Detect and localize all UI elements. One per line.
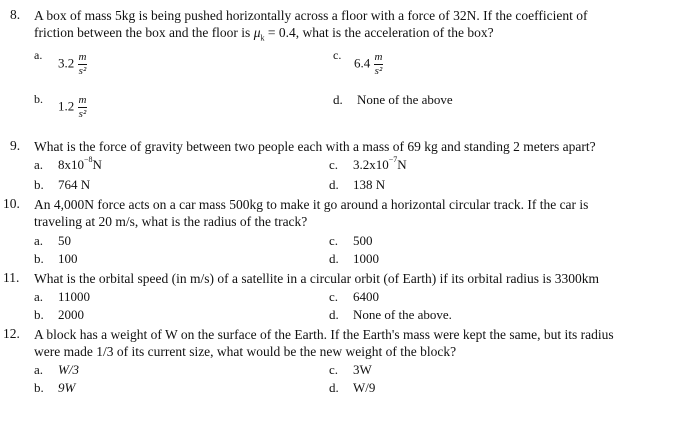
option-c-label: c. (329, 157, 339, 172)
option-a-label: a. (34, 289, 44, 304)
stem-line-2a: friction between the box and the floor is (34, 25, 254, 40)
option-a-value: 11000 (58, 289, 91, 304)
option-c[interactable] (329, 362, 372, 378)
option-c-label: c. (333, 48, 342, 62)
unit-fraction: $\frac{m}{\text{s²}}$ (374, 51, 383, 77)
option-b-value: 9W (58, 380, 76, 395)
unit-fraction: $\frac{m}{\text{s²}}$ (78, 51, 87, 77)
option-a[interactable] (34, 157, 102, 173)
option-c-base: 3.2x10 (353, 157, 389, 172)
option-a[interactable] (34, 233, 71, 249)
option-a-label: a. (34, 233, 44, 248)
option-c-exponent: −7 (388, 155, 398, 164)
question-stem (34, 138, 694, 155)
option-a[interactable] (34, 362, 79, 378)
question-stem (34, 196, 694, 230)
stem-line-2: were made 1/3 of its current size, what would be the new weight of the block? (34, 344, 457, 359)
option-c-label: c. (329, 233, 339, 248)
option-c-value: 3W (353, 362, 372, 377)
option-c[interactable] (354, 52, 383, 77)
option-b[interactable] (58, 95, 87, 120)
option-a-label: a. (34, 157, 44, 172)
question-number: 9. (10, 138, 21, 153)
option-b[interactable] (34, 251, 78, 267)
option-d[interactable] (329, 307, 452, 323)
option-a-label: a. (34, 362, 44, 377)
option-d[interactable] (333, 92, 453, 108)
option-b[interactable] (34, 380, 75, 396)
option-c[interactable] (329, 233, 373, 249)
question-stem (34, 270, 694, 287)
stem-line-2b: = 0.4, what is the acceleration of the box? (264, 25, 494, 40)
stem-line-2: traveling at 20 m/s, what is the radius of the track? (34, 214, 308, 229)
stem-line-1: An 4,000N force acts on a car mass 500kg to make it go around a horizontal circular track. If the car is (34, 197, 589, 212)
option-d-value: 138 N (353, 177, 386, 192)
option-b-label: b. (34, 380, 44, 395)
option-b-label: b. (34, 177, 44, 192)
option-a-value: 50 (58, 233, 71, 248)
option-d-value: 1000 (353, 251, 379, 266)
option-b-label: b. (34, 307, 44, 322)
question-number: 10. (3, 196, 20, 211)
option-b[interactable] (34, 177, 90, 193)
option-c-label: c. (329, 289, 339, 304)
question-number: 12. (3, 326, 20, 341)
option-b-value: 100 (58, 251, 78, 266)
option-d-label: d. (329, 251, 339, 266)
option-d[interactable] (329, 177, 385, 193)
option-d-value: None of the above. (353, 307, 452, 322)
option-d-label: d. (333, 92, 343, 107)
option-b-value: 2000 (58, 307, 84, 322)
option-a-exponent: −8 (84, 155, 93, 164)
option-d-label: d. (329, 177, 339, 192)
stem-line-1: A block has a weight of W on the surface of the Earth. If the Earth's mass were kept the same, but its radius (34, 327, 614, 342)
question-number: 11. (3, 270, 20, 285)
option-c-value: 6400 (353, 289, 379, 304)
option-b-value: 1.2 (58, 98, 75, 114)
option-c[interactable] (329, 157, 407, 173)
stem-line-1: What is the orbital speed (in m/s) of a satellite in a circular orbit (of Earth) if its orbital radius is 3300km (34, 271, 599, 286)
option-a[interactable] (34, 289, 90, 305)
stem-line-1: A box of mass 5kg is being pushed horizontally across a floor with a force of 32N. If the coefficient of (34, 8, 588, 23)
option-d[interactable] (329, 380, 375, 396)
option-c-unit: N (397, 157, 407, 172)
option-d-label: d. (329, 380, 339, 395)
option-d-value: None of the above (357, 92, 453, 107)
mu-subscript: k (260, 33, 265, 43)
question-stem (34, 7, 694, 47)
option-c-value: 500 (353, 233, 373, 248)
unit-fraction: $\frac{m}{\text{s²}}$ (78, 94, 87, 120)
option-d-label: d. (329, 307, 339, 322)
option-a-unit: N (92, 157, 102, 172)
option-b-label: b. (34, 251, 44, 266)
option-a-label: a. (34, 48, 43, 62)
option-c-value: 6.4 (354, 55, 371, 71)
question-stem (34, 326, 694, 360)
option-a-value: W/3 (58, 362, 79, 377)
mu-symbol: μ (253, 25, 261, 40)
option-c-label: c. (329, 362, 339, 377)
stem-line-1: What is the force of gravity between two people each with a mass of 69 kg and standing 2 meters apart? (34, 139, 596, 154)
option-a[interactable] (58, 52, 87, 77)
question-number: 8. (10, 7, 21, 22)
option-b-label: b. (34, 92, 43, 106)
option-c[interactable] (329, 289, 379, 305)
option-a-base: 8x10 (58, 157, 84, 172)
option-d[interactable] (329, 251, 379, 267)
option-b[interactable] (34, 307, 84, 323)
option-b-value: 764 N (58, 177, 91, 192)
option-d-value: W/9 (353, 380, 376, 395)
option-a-value: 3.2 (58, 55, 75, 71)
